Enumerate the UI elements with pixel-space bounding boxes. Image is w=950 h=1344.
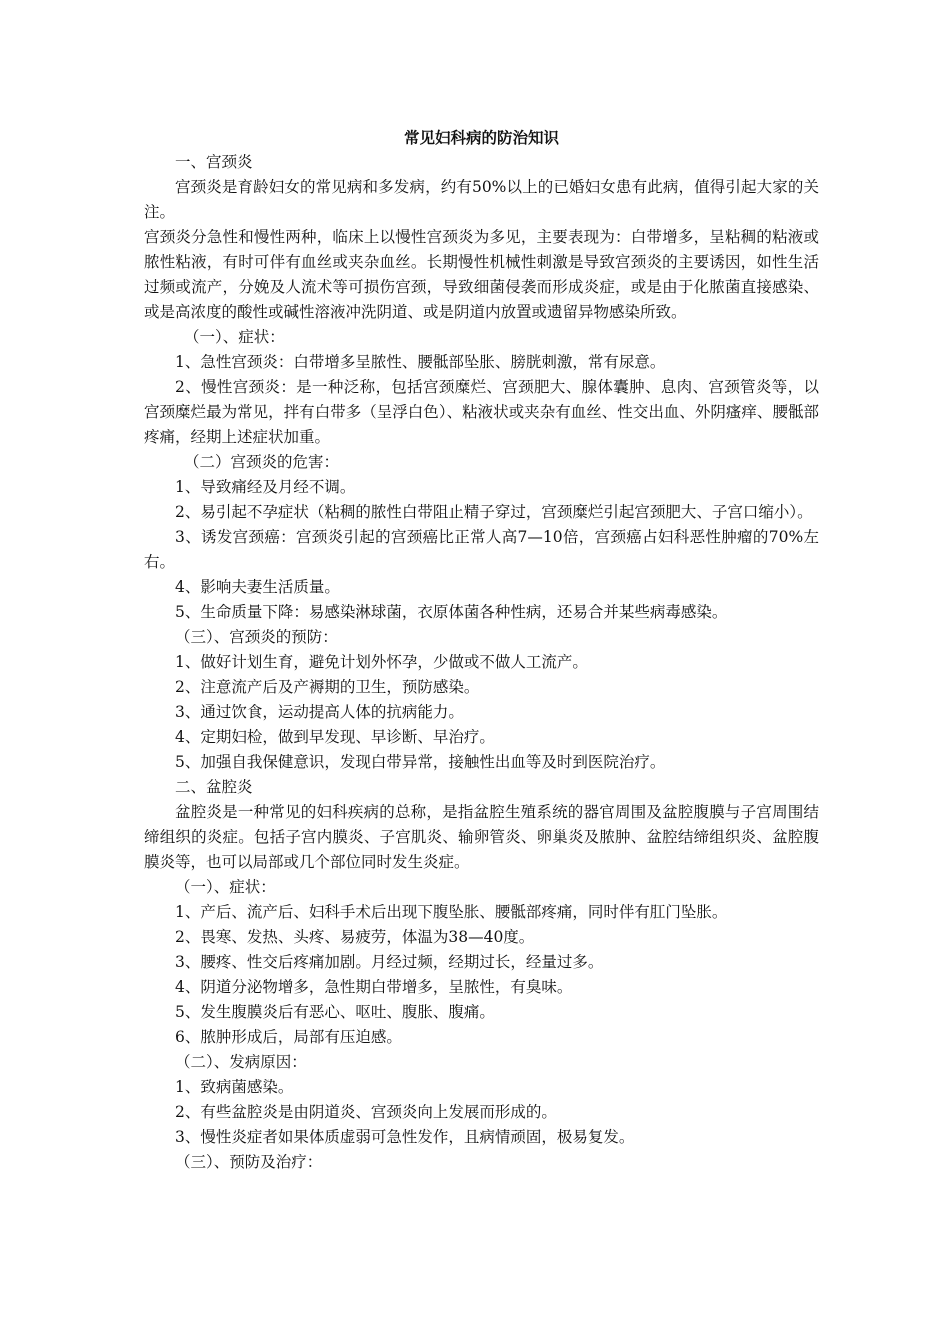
paragraph: 4、阴道分泌物增多，急性期白带增多，呈脓性，有臭味。	[175, 978, 573, 996]
document-title: 常见妇科病的防治知识	[403, 128, 559, 147]
paragraph: 2、注意流产后及产褥期的卫生，预防感染。	[175, 678, 480, 696]
paragraph: （一）、症状：	[184, 328, 285, 346]
paragraph: 1、做好计划生育，避免计划外怀孕，少做或不做人工流产。	[175, 653, 588, 671]
paragraph: 1、急性宫颈炎：白带增多呈脓性、腰骶部坠胀、膀胱刺激，常有尿意。	[175, 353, 666, 371]
document-body	[144, 150, 819, 1175]
paragraph: 3、通过饮食，运动提高人体的抗病能力。	[175, 703, 464, 721]
paragraph: 2、慢性宫颈炎：是一种泛称，包括宫颈糜烂、宫颈肥大、腺体囊肿、息肉、宫颈管炎等，以宫颈糜烂最为常见，拌有白带多（呈浮白色）、粘液状或夹杂有血丝、性交出血、外阴瘙痒、腰骶部疼痛，经期上述症状加重。	[144, 378, 819, 446]
paragraph: 1、致病菌感染。	[175, 1078, 294, 1096]
paragraph: 宫颈炎分急性和慢性两种，临床上以慢性宫颈炎为多见，主要表现为：白带增多，呈粘稠的粘液或脓性粘液，有时可伴有血丝或夹杂血丝。长期慢性机械性刺激是导致宫颈炎的主要诱因，如性生活过频或流产，分娩及人流术等可损伤宫颈，导致细菌侵袭而形成炎症，或是由于化脓菌直接感染、或是高浓度的酸性或碱性溶液冲洗阴道、或是阴道内放置或遗留异物感染所致。	[144, 228, 819, 321]
paragraph: 宫颈炎是育龄妇女的常见病和多发病，约有50%以上的已婚妇女患有此病，值得引起大家的关注。	[144, 178, 819, 221]
paragraph: 2、易引起不孕症状（粘稠的脓性白带阻止精子穿过，宫颈糜烂引起宫颈肥大、子宫口缩小）。	[175, 503, 813, 521]
paragraph: （三）、预防及治疗：	[175, 1153, 323, 1171]
paragraph: 3、腰疼、性交后疼痛加剧。月经过频，经期过长，经量过多。	[175, 953, 604, 971]
paragraph: 一、宫颈炎	[175, 153, 253, 171]
paragraph: （二）、发病原因：	[175, 1053, 307, 1071]
paragraph: （一）、症状：	[175, 878, 276, 896]
paragraph: 5、生命质量下降：易感染淋球菌，衣原体菌各种性病，还易合并某些病毒感染。	[175, 603, 728, 621]
paragraph: 3、慢性炎症者如果体质虚弱可急性发作，且病情顽固，极易复发。	[175, 1128, 635, 1146]
document-page	[144, 125, 819, 1175]
paragraph: 2、有些盆腔炎是由阴道炎、宫颈炎向上发展而形成的。	[175, 1103, 557, 1121]
paragraph: 1、产后、流产后、妇科手术后出现下腹坠胀、腰骶部疼痛，同时伴有肛门坠胀。	[175, 903, 728, 921]
paragraph: （三）、宫颈炎的预防：	[175, 628, 338, 646]
paragraph: 4、影响夫妻生活质量。	[175, 578, 340, 596]
paragraph: 5、加强自我保健意识，发现白带异常，接触性出血等及时到医院治疗。	[175, 753, 666, 771]
paragraph: 盆腔炎是一种常见的妇科疾病的总称，是指盆腔生殖系统的器官周围及盆腔腹膜与子宫周围结缔组织的炎症。包括子宫内膜炎、子宫肌炎、输卵管炎、卵巢炎及脓肿、盆腔结缔组织炎、盆腔腹膜炎等，也可以局部或几个部位同时发生炎症。	[144, 803, 819, 871]
paragraph: 4、定期妇检，做到早发现、早诊断、早治疗。	[175, 728, 495, 746]
paragraph: 2、畏寒、发热、头疼、易疲劳，体温为38—40度。	[175, 928, 535, 946]
paragraph: 3、诱发宫颈癌：宫颈炎引起的宫颈癌比正常人高7—10倍，宫颈癌占妇科恶性肿瘤的70%左右。	[144, 528, 819, 571]
paragraph: 6、脓肿形成后，局部有压迫感。	[175, 1028, 402, 1046]
paragraph: （二）宫颈炎的危害：	[184, 453, 340, 471]
paragraph: 二、盆腔炎	[175, 778, 253, 796]
paragraph: 5、发生腹膜炎后有恶心、呕吐、腹胀、腹痛。	[175, 1003, 495, 1021]
paragraph: 1、导致痛经及月经不调。	[175, 478, 356, 496]
